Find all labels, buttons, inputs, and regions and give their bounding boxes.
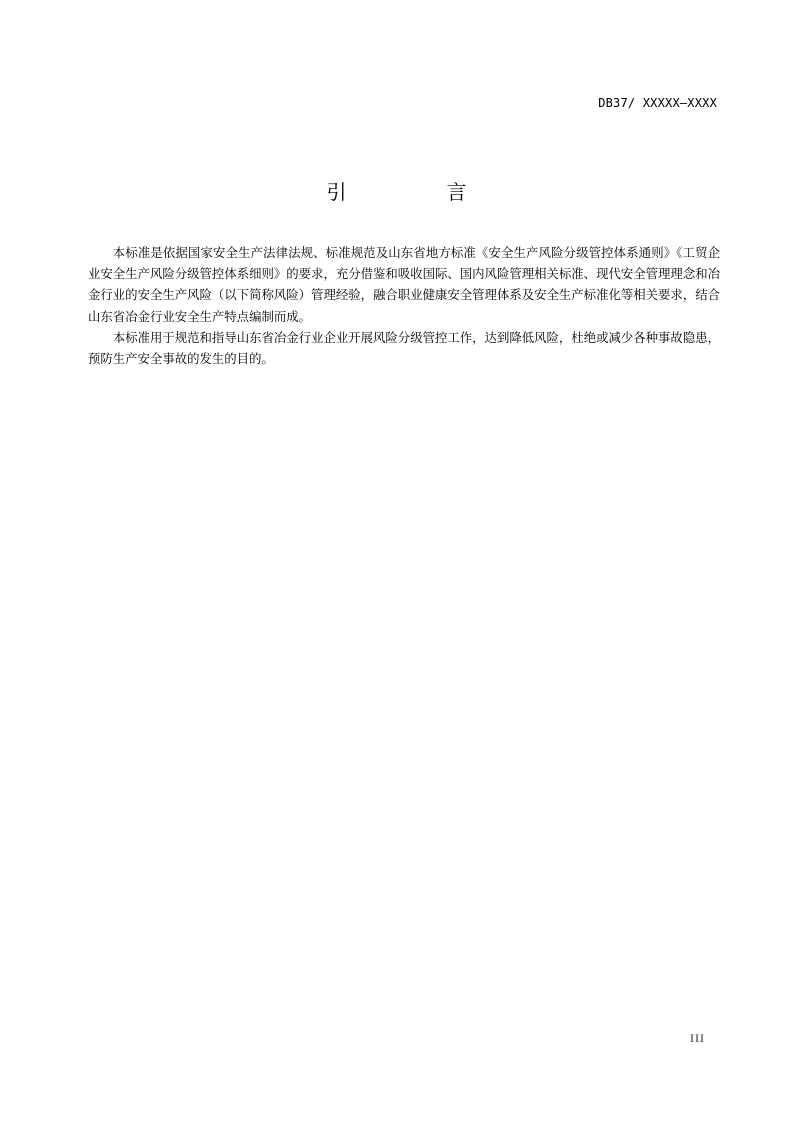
section-title: 引 言	[326, 180, 507, 204]
page-number: III	[690, 1031, 705, 1045]
standard-code: DB37/ XXXXX—XXXX	[598, 96, 717, 110]
paragraph: 本标准是依据国家安全生产法律法规、标准规范及山东省地方标准《安全生产风险分级管控体系通则》《工贸企业安全生产风险分级管控体系细则》的要求，充分借鉴和吸收国际、国内风险管理相关标准、现代安全管理理念和冶金行业的安全生产风险（以下简称风险）管理经验，融合职业健康安全管理体系及安全生产标准化等相关要求，结合山东省冶金行业安全生产特点编制而成。	[88, 245, 720, 324]
body-text	[88, 242, 720, 369]
paragraph: 本标准用于规范和指导山东省冶金行业企业开展风险分级管控工作，达到降低风险，杜绝或减少各种事故隐患，预防生产安全事故的发生的目的。	[88, 329, 720, 367]
